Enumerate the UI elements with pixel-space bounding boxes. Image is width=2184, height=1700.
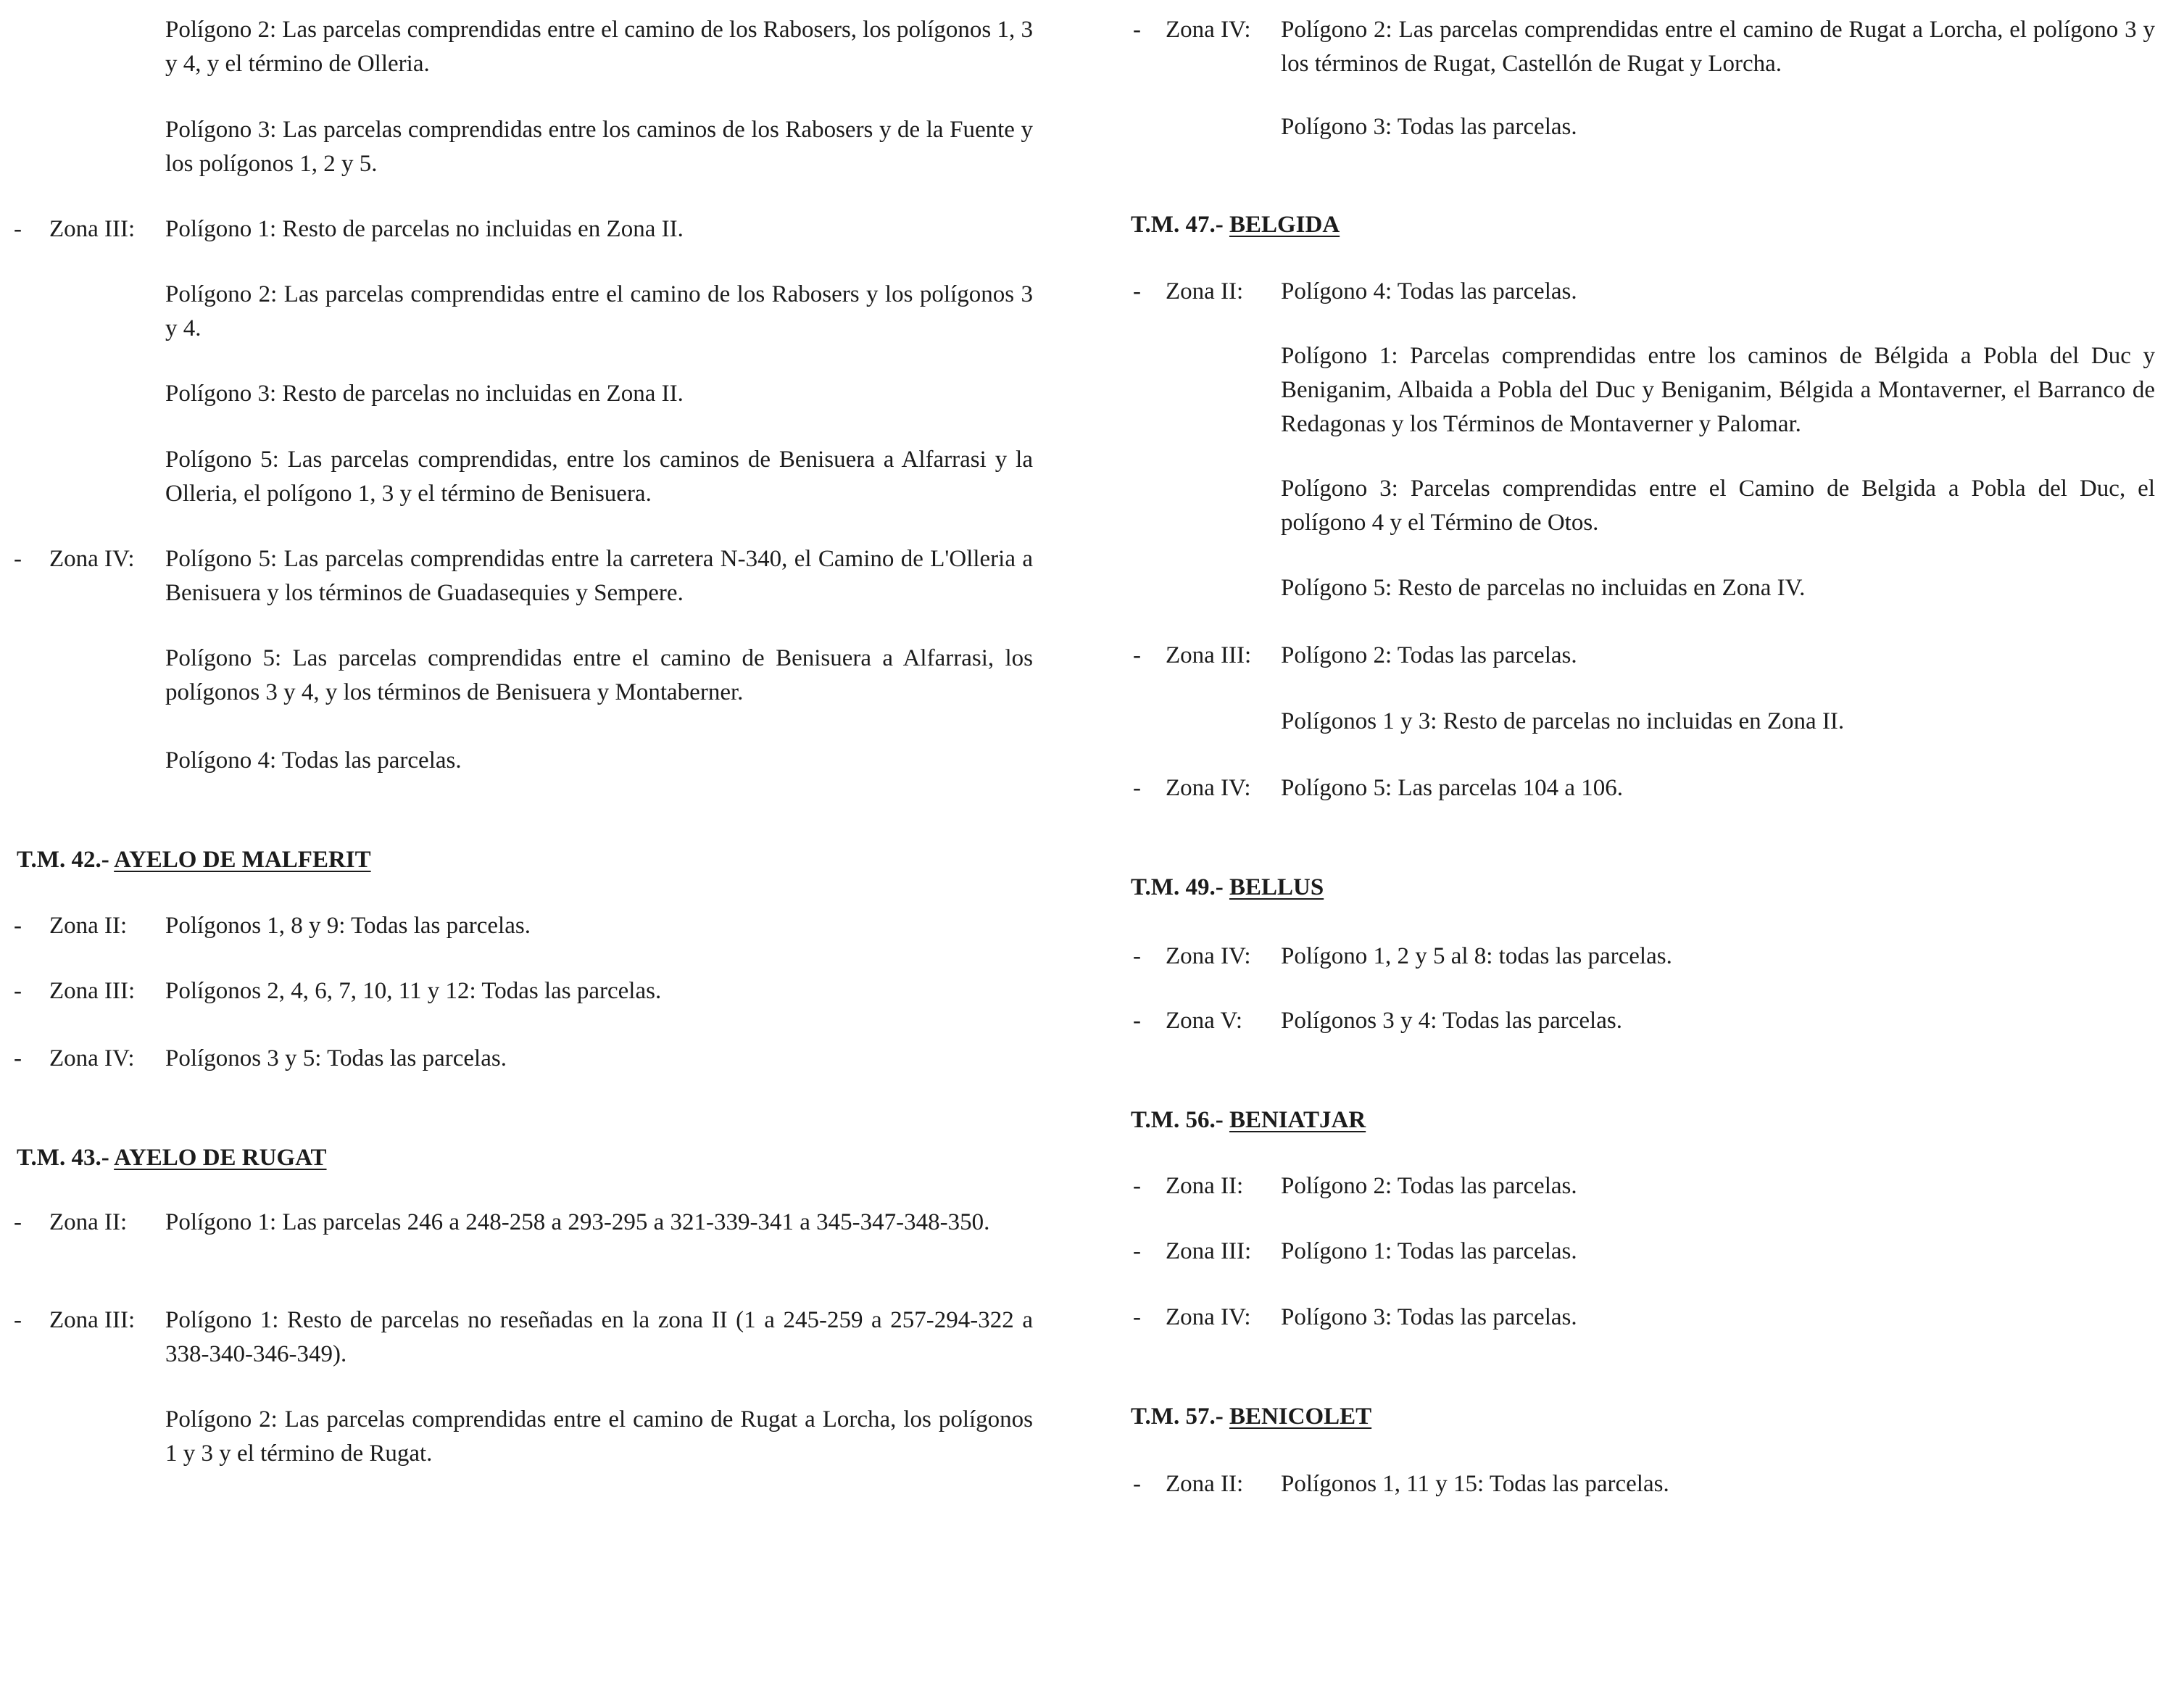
heading-municipality-name: AYELO DE MALFERIT: [114, 847, 371, 873]
list-bullet-dash: -: [14, 913, 22, 939]
parcel-description: Polígonos 1 y 3: Resto de parcelas no incluidas en Zona II.: [1281, 708, 1845, 734]
zone-label: Zona IV:: [49, 1045, 135, 1071]
heading-municipality-name: BELGIDA: [1229, 212, 1340, 238]
parcel-description: Polígono 3: Las parcelas comprendidas entre los caminos de los Rabosers y de la Fuente y los polígonos 1, 2 y 5.: [165, 117, 1033, 177]
heading-prefix: T.M. 43.-: [17, 1145, 109, 1171]
parcel-description: Polígono 3: Todas las parcelas.: [1281, 1304, 1577, 1330]
parcel-description: Polígono 5: Las parcelas comprendidas, entre los caminos de Benisuera a Alfarrasi y la Olleria, el polígono 1, 3 y el término de Benisuera.: [165, 447, 1033, 507]
parcel-description: Polígono 5: Resto de parcelas no incluidas en Zona IV.: [1281, 575, 1806, 601]
zone-label: Zona IV:: [49, 546, 135, 572]
municipality-heading: [1131, 208, 1340, 242]
list-bullet-dash: -: [14, 1307, 22, 1333]
zone-label: Zona V:: [1166, 1008, 1243, 1034]
heading-prefix: T.M. 56.-: [1131, 1107, 1224, 1133]
list-bullet-dash: -: [1133, 278, 1141, 304]
heading-prefix: T.M. 57.-: [1131, 1403, 1224, 1430]
parcel-description: Polígono 1: Resto de parcelas no incluidas en Zona II.: [165, 216, 684, 242]
list-bullet-dash: -: [1133, 1238, 1141, 1264]
list-bullet-dash: -: [14, 1209, 22, 1235]
zone-label: Zona IV:: [1166, 17, 1251, 43]
parcel-description: Polígonos 3 y 4: Todas las parcelas.: [1281, 1008, 1622, 1034]
parcel-description: Polígono 4: Todas las parcelas.: [165, 747, 462, 774]
zone-label: Zona II:: [1166, 1471, 1244, 1497]
municipality-heading: [1131, 1400, 1371, 1434]
parcel-description: Polígono 2: Todas las parcelas.: [1281, 1173, 1577, 1199]
heading-prefix: T.M. 47.-: [1131, 212, 1224, 238]
zone-label: Zona III:: [1166, 642, 1252, 668]
zone-label: Zona II:: [1166, 278, 1244, 304]
parcel-description: Polígonos 1, 11 y 15: Todas las parcelas.: [1281, 1471, 1669, 1497]
list-bullet-dash: -: [1133, 943, 1141, 969]
list-bullet-dash: -: [14, 1045, 22, 1071]
list-bullet-dash: -: [1133, 1173, 1141, 1199]
parcel-description: Polígono 1, 2 y 5 al 8: todas las parcelas.: [1281, 943, 1672, 969]
heading-municipality-name: BENIATJAR: [1229, 1107, 1366, 1133]
zone-label: Zona III:: [1166, 1238, 1252, 1264]
zone-label: Zona II:: [49, 1209, 128, 1235]
parcel-description: Polígono 4: Todas las parcelas.: [1281, 278, 1577, 304]
parcel-description: Polígono 5: Las parcelas comprendidas entre el camino de Benisuera a Alfarrasi, los polígonos 3 y 4, y los términos de Benisuera y Montaberner.: [165, 645, 1033, 705]
list-bullet-dash: -: [14, 546, 22, 572]
heading-municipality-name: AYELO DE RUGAT: [114, 1145, 327, 1171]
list-bullet-dash: -: [14, 216, 22, 242]
zone-label: Zona IV:: [1166, 1304, 1251, 1330]
parcel-description: Polígono 1: Las parcelas 246 a 248-258 a 293-295 a 321-339-341 a 345-347-348-350.: [165, 1209, 990, 1235]
heading-prefix: T.M. 42.-: [17, 847, 109, 873]
zone-label: Zona IV:: [1166, 775, 1251, 801]
parcel-description: Polígono 3: Parcelas comprendidas entre el Camino de Belgida a Pobla del Duc, el polígono 4 y el Término de Otos.: [1281, 476, 2155, 536]
parcel-description: Polígono 2: Las parcelas comprendidas entre el camino de los Rabosers y los polígonos 3 y 4.: [165, 281, 1033, 341]
list-bullet-dash: -: [14, 978, 22, 1004]
parcel-description: Polígonos 2, 4, 6, 7, 10, 11 y 12: Todas las parcelas.: [165, 978, 662, 1004]
list-bullet-dash: -: [1133, 17, 1141, 43]
municipality-heading: [17, 843, 371, 877]
municipality-heading: [1131, 871, 1324, 905]
list-bullet-dash: -: [1133, 775, 1141, 801]
list-bullet-dash: -: [1133, 1304, 1141, 1330]
zone-label: Zona II:: [1166, 1173, 1244, 1199]
zone-label: Zona III:: [49, 216, 136, 242]
parcel-description: Polígono 1: Todas las parcelas.: [1281, 1238, 1577, 1264]
zone-label: Zona III:: [49, 1307, 136, 1333]
heading-municipality-name: BELLUS: [1229, 874, 1324, 900]
parcel-description: Polígono 3: Todas las parcelas.: [1281, 114, 1577, 140]
heading-municipality-name: BENICOLET: [1229, 1403, 1372, 1430]
list-bullet-dash: -: [1133, 1471, 1141, 1497]
parcel-description: Polígono 3: Resto de parcelas no incluidas en Zona II.: [165, 381, 684, 407]
zone-label: Zona III:: [49, 978, 136, 1004]
list-bullet-dash: -: [1133, 1008, 1141, 1034]
parcel-description: Polígono 5: Las parcelas 104 a 106.: [1281, 775, 1623, 801]
parcel-description: Polígono 1: Resto de parcelas no reseñadas en la zona II (1 a 245-259 a 257-294-322 a 338-340-346-349).: [165, 1307, 1033, 1367]
zone-label: Zona II:: [49, 913, 128, 939]
parcel-description: Polígonos 1, 8 y 9: Todas las parcelas.: [165, 913, 531, 939]
parcel-description: Polígono 5: Las parcelas comprendidas entre la carretera N-340, el Camino de L'Olleria a Benisuera y los términos de Guadasequies y Sempere.: [165, 546, 1033, 606]
list-bullet-dash: -: [1133, 642, 1141, 668]
parcel-description: Polígono 2: Las parcelas comprendidas entre el camino de los Rabosers, los polígonos 1, 3 y 4, y el término de Olleria.: [165, 17, 1033, 77]
parcel-description: Polígono 1: Parcelas comprendidas entre los caminos de Bélgida a Pobla del Duc y Beniganim, Albaida a Pobla del Duc y Beniganim, Bélgida a Montaverner, el Barranco de Redagonas y los Términos de Montaverner y Palomar.: [1281, 343, 2155, 437]
parcel-description: Polígono 2: Las parcelas comprendidas entre el camino de Rugat a Lorcha, el polígono 3 y los términos de Rugat, Castellón de Rugat y Lorcha.: [1281, 17, 2155, 77]
parcel-description: Polígono 2: Todas las parcelas.: [1281, 642, 1577, 668]
municipality-heading: [1131, 1103, 1366, 1137]
parcel-description: Polígono 2: Las parcelas comprendidas entre el camino de Rugat a Lorcha, los polígonos 1 y 3 y el término de Rugat.: [165, 1406, 1033, 1467]
municipality-heading: [17, 1141, 327, 1175]
parcel-description: Polígonos 3 y 5: Todas las parcelas.: [165, 1045, 507, 1071]
heading-prefix: T.M. 49.-: [1131, 874, 1224, 900]
zone-label: Zona IV:: [1166, 943, 1251, 969]
